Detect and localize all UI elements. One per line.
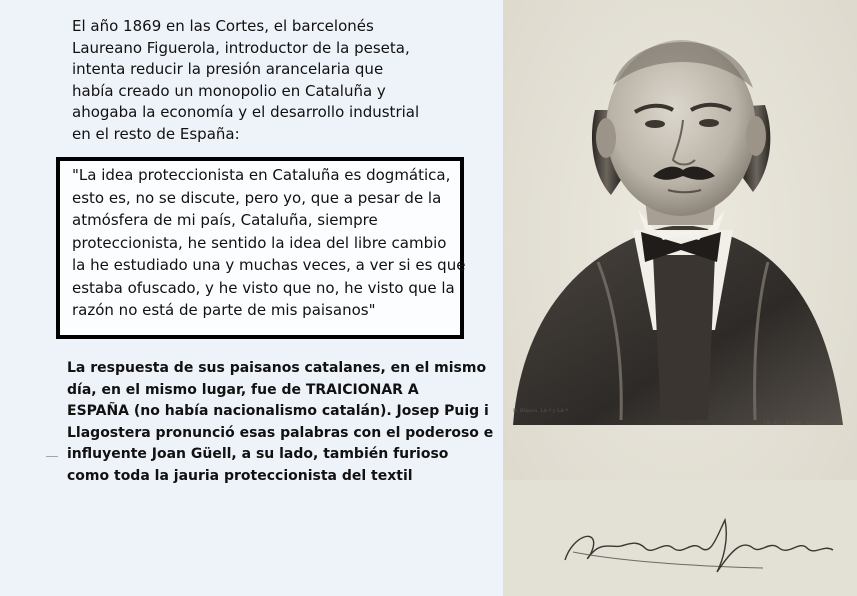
quote-line: "La idea proteccionista en Cataluña es dogmática, — [72, 166, 451, 184]
quote-text — [72, 164, 465, 322]
quote-line: razón no está de parte de mis paisanos" — [72, 301, 376, 319]
right-eye — [699, 119, 719, 127]
left-ear — [596, 118, 616, 158]
intro-line: intenta reducir la presión arancelaria que — [72, 60, 384, 78]
intro-line: Laureano Figuerola, introductor de la peseta, — [72, 38, 410, 57]
quote-box — [56, 157, 464, 339]
right-ear — [746, 116, 766, 156]
print-margin — [503, 480, 857, 596]
response-line: ESPAÑA (no había nacionalismo catalán). Josep Puig i — [67, 403, 489, 419]
quote-line: proteccionista, he sentido la idea del libre cambio — [72, 233, 447, 252]
intro-line: había creado un monopolio en Cataluña y — [72, 81, 386, 100]
response-line: La respuesta de sus paisanos catalanes, en el mismo — [67, 360, 487, 376]
quote-line: la he estudiado una y muchas veces, a ver si es que — [72, 256, 466, 274]
response-line: como toda la jauria proteccionista del textil — [67, 467, 413, 484]
response-paragraph — [67, 358, 494, 487]
intro-line: en el resto de España: — [72, 124, 240, 143]
response-line: día, en el mismo lugar, fue de TRAICIONAR A — [67, 381, 419, 398]
intro-paragraph — [72, 16, 472, 145]
divider-dash — [46, 456, 58, 457]
intro-line: ahogaba la economía y el desarrollo industrial — [72, 103, 420, 121]
quote-line: estaba ofuscado, y he visto que no, he visto que la — [72, 278, 455, 297]
lithographer-right-credit: Lit. de J. Donon. Madrid. — [763, 420, 826, 426]
intro-line: El año 1869 en las Cortes, el barcelonés — [72, 17, 374, 35]
vest — [653, 255, 715, 420]
left-eye — [645, 120, 665, 128]
portrait-print — [503, 0, 857, 596]
quote-line: esto es, no se discute, pero yo, que a pesar de la — [72, 188, 442, 207]
response-line: influyente Joan Güell, a su lado, también furioso — [67, 446, 449, 462]
quote-line: atmósfera de mi país, Cataluña, siempre — [72, 211, 378, 229]
lithographer-left-credit: B. Blanco. Lit.º y Lit.º — [513, 408, 568, 414]
response-line: Llagostera pronunció esas palabras con el poderoso e — [67, 424, 494, 441]
portrait-engraving — [503, 0, 857, 596]
